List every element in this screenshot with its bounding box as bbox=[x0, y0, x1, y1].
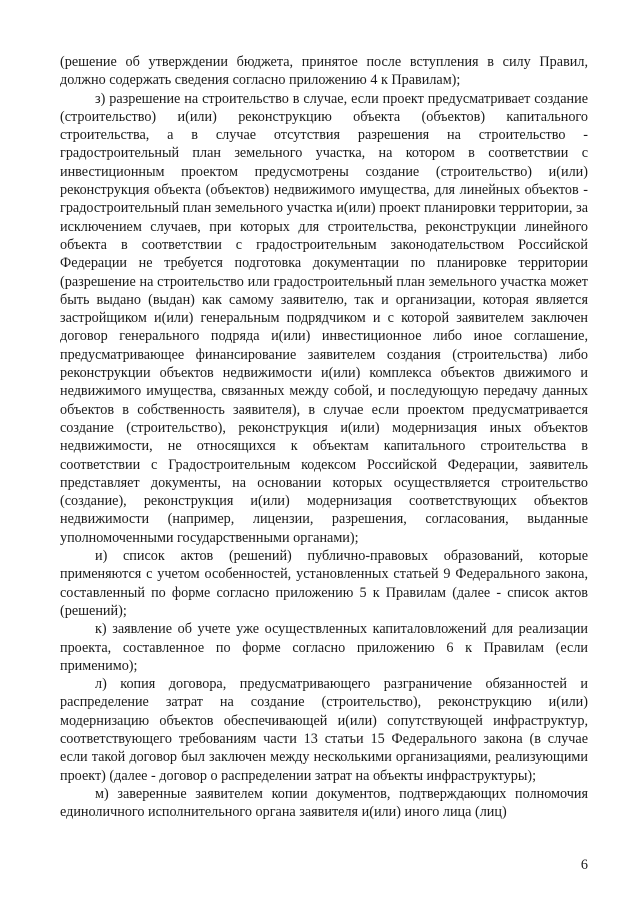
paragraph-item-l: л) копия договора, предусматривающего разграничение обязанностей и распределение затрат на создание (строительство), реконструкцию и(или) модернизацию объектов обеспечивающей и(или) сопутствующей инфраструктур, соответствующего требованиям части 13 статьи 15 Федерального закона (в случае если такой договор был заключен между несколькими организациями, реализующими проект) (далее - договор о распределении затрат на объекты инфраструктуры); bbox=[60, 676, 588, 784]
page-number: 6 bbox=[580, 857, 588, 873]
paragraph-item-k: к) заявление об учете уже осуществленных капиталовложений для реализации проекта, составленное по форме согласно приложению 6 к Правилам (если применимо); bbox=[60, 621, 588, 674]
paragraph-item-m: м) заверенные заявителем копии документов, подтверждающих полномочия единоличного исполнительного органа заявителя и(или) иного лица (лиц) bbox=[60, 785, 588, 821]
paragraph-continuation: (решение об утверждении бюджета, принятое после вступления в силу Правил, должно содержать сведения согласно приложению 4 к Правилам); bbox=[60, 54, 588, 89]
paragraph-item-i: и) список актов (решений) публично-правовых образований, которые применяются с учетом особенностей, установленных статьей 9 Федерального закона, составленный по форме согласно приложению 5 к Правилам (далее - список актов (решений); bbox=[60, 548, 588, 619]
paragraph-item-z: з) разрешение на строительство в случае, если проект предусматривает создание (строительство) и(или) реконструкцию объекта (объектов) капитального строительства, а в случае отсутствия разрешения на строительство - градостроительный план земельного участка, на котором в соответствии с инвестиционным проектом предусмотрены создание (строительство) и(или) реконструкция объекта (объектов) недвижимого имущества, для линейных объектов - градостроительный план земельного участка и(или) проект планировки территории, за исключением случаев, при которых для строительства, реконструкции линейного объекта в соответствии с градостроительным законодательством Российской Федерации не требуется подготовка документации по планировке территории (разрешение на строительство или градостроительный план земельного участка может быть выдано (выдан) как самому заявителю, так и организации, которая является застройщиком и(или) генеральным подрядчиком и с которой заявителем заключен договор генерального подряда и(или) инвестиционное либо иное соглашение, предусматривающее финансирование заявителем создания (строительства) либо реконструкции объектов недвижимости и(или) комплекса объектов движимого и недвижимого имущества, связанных между собой, и последующую передачу данных объектов в собственность заявителя), в случае если проектом предусматривается создание (строительство), реконструкция и(или) модернизация иных объектов недвижимости, не относящихся к объектам капитального строительства в соответствии с Градостроительным кодексом Российской Федерации, заявитель представляет документы, на основании которых осуществляется строительство (создание), реконструкция и(или) модернизация соответствующих объектов недвижимости (например, лицензии, разрешения, согласования, выданные уполномоченными государственными органами); bbox=[60, 90, 588, 546]
document-body bbox=[60, 53, 588, 821]
